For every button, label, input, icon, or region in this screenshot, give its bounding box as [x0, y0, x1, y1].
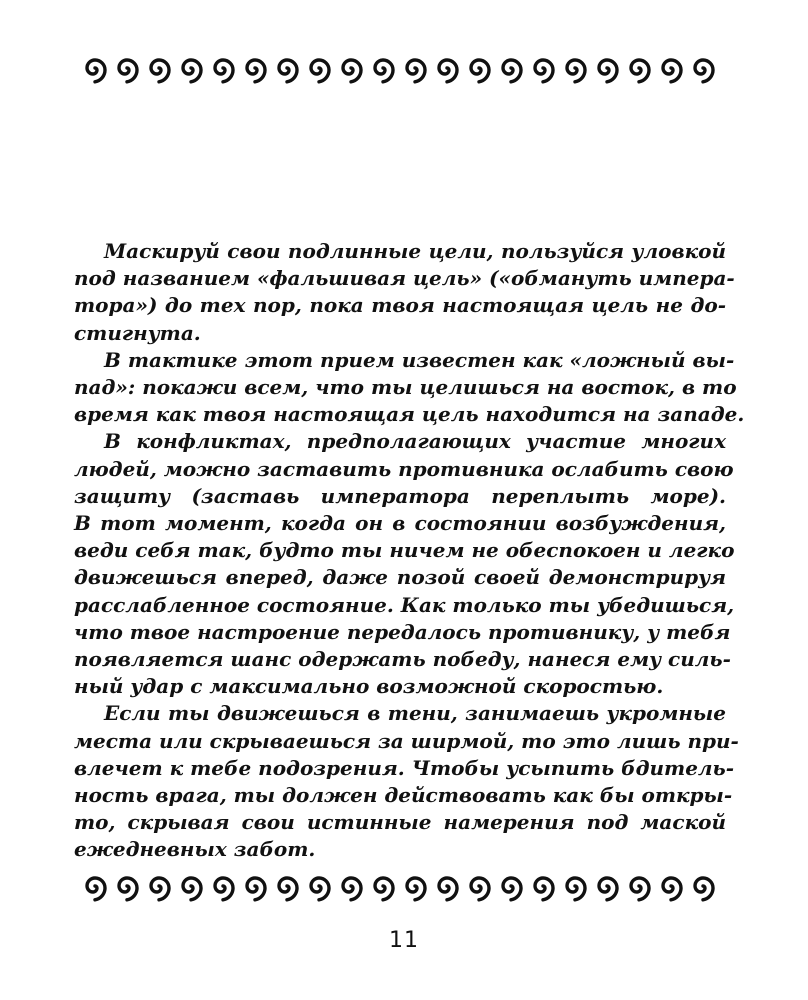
- spiral-icon: [87, 878, 105, 900]
- spiral-icon: [247, 878, 265, 900]
- spiral-icon: [471, 878, 489, 900]
- spiral-icon: [215, 878, 233, 900]
- spiral-icon: [247, 60, 265, 82]
- spiral-border-icon: [77, 50, 717, 86]
- spiral-icon: [535, 878, 553, 900]
- spiral-icon: [343, 878, 361, 900]
- spiral-icon: [87, 60, 105, 82]
- text-line: стигнута.: [74, 320, 201, 345]
- text-line: В тот момент, когда он в состоянии возбуждения,: [74, 511, 726, 536]
- spiral-icon: [599, 878, 617, 900]
- spiral-icon: [663, 878, 681, 900]
- text-line: Если ты движешься в тени, занимаешь укромные: [104, 701, 726, 726]
- text-line: время как твоя настоящая цель находится на западе.: [74, 402, 745, 427]
- paragraph: [74, 700, 739, 863]
- spiral-border-icon: [77, 868, 717, 904]
- text-line: появляется шанс одержать победу, нанеся ему силь-: [74, 647, 731, 672]
- spiral-icon: [503, 878, 521, 900]
- spiral-icon: [343, 60, 361, 82]
- spiral-icon: [119, 878, 137, 900]
- spiral-icon: [311, 878, 329, 900]
- paragraph: [74, 347, 745, 429]
- spiral-icon: [279, 60, 297, 82]
- spiral-icon: [631, 60, 649, 82]
- spiral-icon: [631, 878, 649, 900]
- text-line: защиту (заставь императора переплыть море).: [74, 483, 726, 508]
- bottom-ornament-border: [77, 868, 717, 904]
- main-text: [74, 238, 745, 864]
- text-line: ный удар с максимально возможной скоростью.: [74, 674, 664, 699]
- spiral-icon: [695, 878, 713, 900]
- spiral-icon: [119, 60, 137, 82]
- spiral-icon: [151, 60, 169, 82]
- text-line: пад»: покажи всем, что ты целишься на восток, в то: [74, 375, 737, 400]
- text-line: веди себя так, будто ты ничем не обеспокоен и легко: [74, 538, 735, 563]
- paragraph: [74, 428, 735, 700]
- text-line: расслабленное состояние. Как только ты убедишься,: [74, 592, 735, 617]
- spiral-icon: [407, 878, 425, 900]
- spiral-icon: [567, 60, 585, 82]
- spiral-icon: [183, 878, 201, 900]
- spiral-icon: [279, 878, 297, 900]
- text-line: людей, можно заставить противника ослабить свою: [74, 456, 734, 481]
- page-number: 11: [389, 928, 419, 953]
- spiral-icon: [535, 60, 553, 82]
- text-line: В конфликтах, предполагающих участие многих: [104, 429, 726, 454]
- text-line: Маскируй свои подлинные цели, пользуйся уловкой: [104, 239, 726, 263]
- text-line: В тактике этот прием известен как «ложный вы-: [104, 347, 735, 372]
- paragraph: [74, 238, 735, 347]
- spiral-icon: [215, 60, 233, 82]
- text-line: под названием «фальшивая цель» («обмануть импера-: [74, 266, 735, 291]
- spiral-icon: [503, 60, 521, 82]
- text-line: влечет к тебе подозрения. Чтобы усыпить бдитель-: [74, 755, 735, 780]
- spiral-icon: [375, 60, 393, 82]
- spiral-icon: [439, 878, 457, 900]
- spiral-icon: [439, 60, 457, 82]
- spiral-icon: [695, 60, 713, 82]
- spiral-icon: [151, 878, 169, 900]
- text-line: движешься вперед, даже позой своей демонстрируя: [74, 565, 726, 590]
- text-line: то, скрывая свои истинные намерения под маской: [74, 810, 726, 835]
- spiral-icon: [567, 878, 585, 900]
- spiral-icon: [599, 60, 617, 82]
- spiral-icon: [183, 60, 201, 82]
- text-line: места или скрываешься за ширмой, то это лишь при-: [74, 728, 739, 753]
- text-line: ежедневных забот.: [74, 837, 316, 862]
- top-ornament-border: [77, 50, 717, 86]
- spiral-icon: [663, 60, 681, 82]
- text-line: тора») до тех пор, пока твоя настоящая цель не до-: [74, 293, 726, 318]
- text-line: что твое настроение передалось противнику, у тебя: [74, 619, 731, 644]
- spiral-icon: [407, 60, 425, 82]
- spiral-icon: [375, 878, 393, 900]
- text-line: ность врага, ты должен действовать как бы откры-: [74, 783, 733, 808]
- spiral-icon: [471, 60, 489, 82]
- spiral-icon: [311, 60, 329, 82]
